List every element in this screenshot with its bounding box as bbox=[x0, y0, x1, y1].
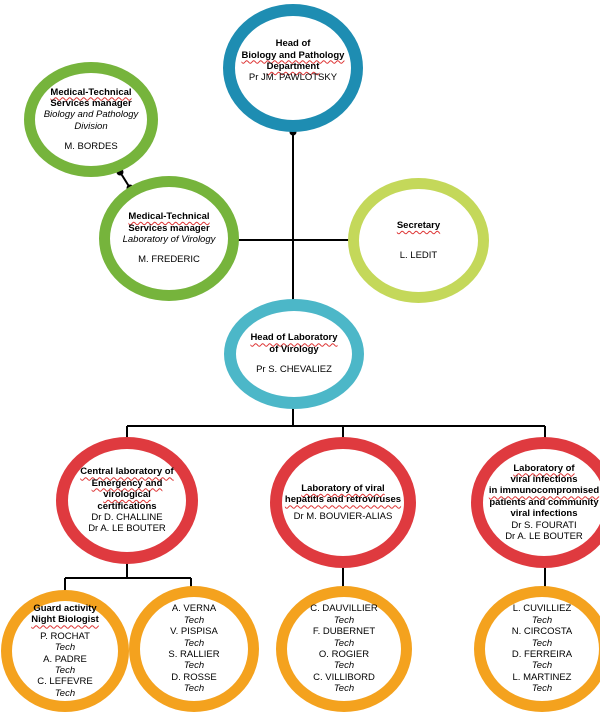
staff-role: Tech bbox=[183, 637, 205, 649]
hepatitis-staff-row bbox=[313, 626, 375, 649]
staff-name: P. ROCHAT bbox=[40, 630, 90, 642]
staff-name: F. DUBERNET bbox=[312, 626, 376, 638]
head-virology-title-line1: Head of Laboratory bbox=[250, 332, 338, 344]
head-department-title-line3: Department bbox=[266, 61, 320, 72]
mts-virology-subtitle: Laboratory of Virology bbox=[122, 234, 216, 245]
mts-division-subtitle-line2: Division bbox=[74, 120, 108, 132]
mts-division-node bbox=[24, 62, 158, 177]
head-virology-node bbox=[224, 299, 364, 409]
staff-role: Tech bbox=[333, 637, 355, 649]
staff-name: N. CIRCOSTA bbox=[511, 626, 573, 638]
central-staff-row bbox=[171, 672, 216, 695]
staff-role: Tech bbox=[531, 683, 553, 695]
staff-name: C. LEFEVRE bbox=[37, 676, 93, 688]
staff-role: Tech bbox=[531, 660, 553, 672]
staff-name: O. ROGIER bbox=[318, 649, 370, 660]
hepatitis-staff-node bbox=[276, 586, 412, 712]
staff-role: Tech bbox=[333, 614, 355, 626]
lab-immuno-title-line4: patients and community bbox=[489, 496, 599, 508]
mts-virology-node bbox=[99, 176, 239, 301]
staff-role: Tech bbox=[54, 642, 76, 654]
lab-immuno-title-line3: in immunocompromised bbox=[488, 485, 600, 497]
lab-central-title-line3: certifications bbox=[97, 500, 157, 512]
lab-immuno-title-line1: Laboratory of bbox=[513, 462, 575, 474]
staff-name: D. FERREIRA bbox=[511, 649, 573, 660]
mts-division-title-line2: Services manager bbox=[50, 97, 132, 109]
mts-division-title-line1: Medical-Technical bbox=[50, 86, 132, 98]
immuno-staff-row bbox=[512, 649, 572, 672]
staff-role: Tech bbox=[183, 614, 205, 626]
lab-immuno-title-line5: viral infections bbox=[510, 508, 578, 520]
head-department-title-line2: Biology and Pathology bbox=[241, 49, 345, 61]
staff-name: S. RALLIER bbox=[168, 649, 220, 660]
guard-node bbox=[1, 590, 129, 712]
guard-staff-row bbox=[40, 631, 90, 654]
staff-role: Tech bbox=[54, 687, 76, 699]
staff-role: Tech bbox=[183, 660, 205, 672]
mts-virology-name: M. FREDERIC bbox=[138, 254, 200, 266]
staff-role: Tech bbox=[333, 683, 355, 695]
mts-virology-title-line1: Medical-Technical bbox=[128, 211, 210, 223]
guard-title-line2: Night Biologist bbox=[31, 614, 99, 626]
central-staff-row bbox=[170, 626, 218, 649]
hepatitis-staff-row bbox=[310, 603, 378, 626]
staff-role: Tech bbox=[183, 683, 205, 695]
lab-hepatitis-title-line1: Laboratory of viral bbox=[301, 482, 385, 494]
lab-central-node bbox=[56, 437, 198, 564]
head-virology-name: Pr S. CHEVALIEZ bbox=[256, 364, 332, 376]
lab-central-title-line1: Central laboratory of bbox=[80, 466, 174, 478]
staff-role: Tech bbox=[531, 637, 553, 649]
lab-hepatitis-node bbox=[270, 437, 416, 568]
staff-role: Tech bbox=[333, 660, 355, 672]
head-department-node bbox=[223, 4, 363, 132]
lab-central-name-2: Dr A. LE BOUTER bbox=[88, 523, 166, 535]
lab-immuno-name-2: Dr A. LE BOUTER bbox=[505, 530, 583, 542]
secretary-name: L. LEDIT bbox=[399, 249, 438, 261]
staff-role: Tech bbox=[54, 664, 76, 676]
lab-immuno-title-line2: viral infections bbox=[510, 474, 578, 486]
staff-name: A. VERNA bbox=[171, 603, 217, 615]
guard-staff-row bbox=[43, 654, 87, 677]
immuno-staff-row bbox=[513, 672, 572, 695]
mts-division-name: M. BORDES bbox=[64, 141, 118, 153]
head-department-name: Pr JM. PAWLOTSKY bbox=[248, 72, 338, 84]
staff-name: V. PISPISA bbox=[170, 626, 218, 638]
central-staff-row bbox=[168, 649, 219, 672]
lab-central-name-1: Dr D. CHALLINE bbox=[91, 511, 163, 523]
mts-virology-title-line2: Services manager bbox=[128, 222, 210, 234]
hepatitis-staff-row bbox=[313, 672, 375, 695]
secretary-node bbox=[348, 178, 489, 303]
immuno-staff-row bbox=[512, 626, 573, 649]
staff-name: A. PADRE bbox=[43, 653, 87, 665]
mts-division-subtitle-line1: Biology and Pathology bbox=[43, 109, 139, 121]
central-staff-row bbox=[172, 603, 216, 626]
lab-hepatitis-title-line2: hepatitis and retroviruses bbox=[284, 494, 402, 506]
hepatitis-staff-row bbox=[319, 649, 369, 672]
staff-name: D. ROSSE bbox=[171, 671, 217, 683]
guard-staff-row bbox=[37, 676, 92, 699]
immuno-staff-node bbox=[474, 586, 600, 712]
lab-immuno-name-1: Dr S. FOURATI bbox=[511, 519, 577, 531]
staff-role: Tech bbox=[531, 614, 553, 626]
secretary-title: Secretary bbox=[396, 220, 441, 232]
lab-central-title-line2: Emergency and virological bbox=[91, 477, 163, 501]
immuno-staff-row bbox=[513, 603, 572, 626]
head-department-title-line1: Head of bbox=[275, 38, 311, 50]
staff-name: C. VILLIBORD bbox=[313, 671, 375, 683]
head-virology-title-line2: of Virology bbox=[269, 343, 319, 355]
staff-name: L. CUVILLIEZ bbox=[512, 603, 572, 615]
guard-title-line1: Guard activity bbox=[33, 602, 97, 614]
staff-name: C. DAUVILLIER bbox=[310, 603, 378, 615]
lab-hepatitis-name-1: Dr M. BOUVIER-ALIAS bbox=[293, 510, 393, 522]
central-staff-node bbox=[129, 586, 259, 712]
staff-name: L. MARTINEZ bbox=[512, 671, 572, 683]
